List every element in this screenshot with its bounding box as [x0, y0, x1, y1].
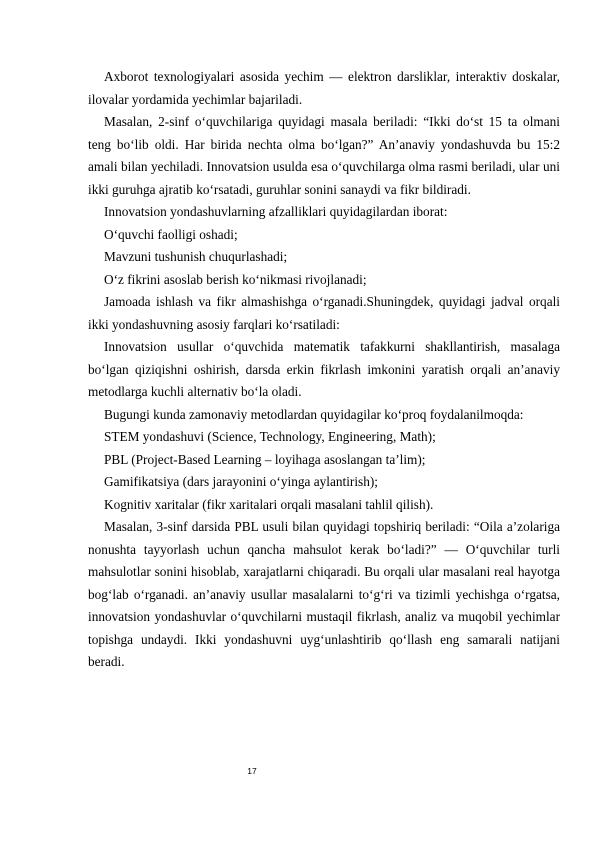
list-item-1: O‘quvchi faolligi oshadi; [104, 226, 238, 242]
paragraph-6: Bugungi kunda zamonaviy metodlardan quyidagilar ko‘proq foydalanilmoqda: [104, 406, 524, 422]
list-item-5: PBL (Project-Based Learning – loyihaga asoslangan ta’lim); [104, 451, 426, 467]
list-item-2: Mavzuni tushunish chuqurlashadi; [104, 249, 288, 264]
paragraph-3: Innovatsion yondashuvlarning afzalliklari quyidagilardan iborat: [104, 204, 448, 219]
page-number: 17 [247, 766, 257, 776]
list-item-3: O‘z fikrini asoslab berish ko‘nikmasi rivojlanadi; [104, 271, 367, 287]
paragraph-7: Masalan, 3-sinf darsida PBL usuli bilan quyidagi topshiriq beriladi: “Oila a’zolariga nonushta tayyorlash uchun qancha mahsulot kerak bo‘ladi?” — O‘quvchilar turli mahsulotlar sonini hisoblab, xarajatlarni chiqaradi. Bu orqali ular masalani real hayotga bog‘lab o‘rganadi. an’anaviy usullar masalalarni to‘g‘ri va tizimli yechishga o‘rgatsa, innovatsion yondashuvlar o‘quvchilarni mustaqil fikrlash, analiz va muqobil yechimlar topishga undaydi. Ikki yondashuvni uyg‘unlashtirib qo‘llash eng samarali natijani beradi. [88, 519, 560, 669]
paragraph-2: Masalan, 2-sinf o‘quvchilariga quyidagi masala beriladi: “Ikki do‘st 15 ta olmani teng bo‘lib oldi. Har birida nechta olma bo‘lgan?” An’anaviy yondashuvda bu 15:2 amali bilan yechiladi. Innovatsion usulda esa o‘quvchilarga olma rasmi beriladi, ular uni ikki guruhga ajratib ko‘rsatadi, guruhlar sonini sanaydi va fikr bildiradi. [88, 114, 560, 197]
list-item-4: STEM yondashuvi (Science, Technology, Engineering, Math); [104, 429, 436, 444]
paragraph-4: Jamoada ishlash va fikr almashishga o‘rganadi.Shuningdek, quyidagi jadval orqali ikki yondashuvning asosiy farqlari ko‘rsatiladi: [88, 294, 560, 332]
list-item-6: Gamifikatsiya (dars jarayonini o‘yinga aylantirish); [104, 474, 378, 489]
list-item-7: Kognitiv xaritalar (fikr xaritalari orqali masalani tahlil qilish). [104, 496, 434, 512]
paragraph-1: Axborot texnologiyalari asosida yechim — elektron darsliklar, interaktiv doskalar, ilovalar yordamida yechimlar bajariladi. [88, 69, 560, 107]
body-text [88, 66, 560, 674]
paragraph-5: Innovatsion usullar o‘quvchida matematik tafakkurni shakllantirish, masalaga bo‘lgan qiziqishni oshirish, darsda erkin fikrlash imkonini yaratish orqali an’anaviy metodlarga kuchli alternativ bo‘la oladi. [88, 339, 560, 399]
